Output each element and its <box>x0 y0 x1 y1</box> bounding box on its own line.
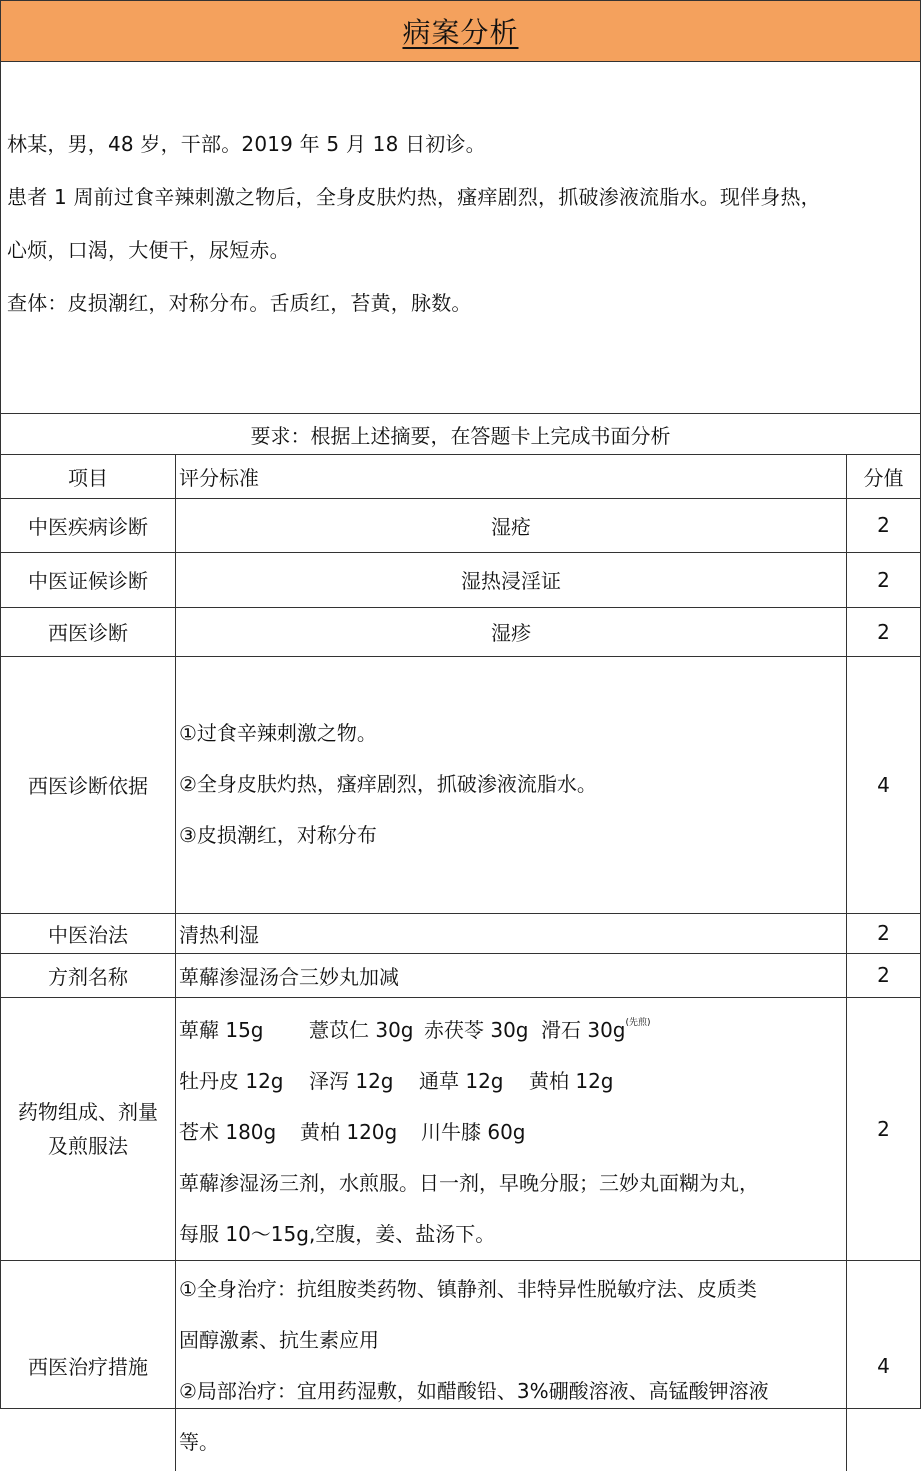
title-bar <box>1 1 920 62</box>
case-line: 林某，男，48 岁，干部。2019 年 5 月 18 日初诊。 <box>7 132 486 156</box>
item-line: 及煎服法 <box>48 1133 128 1158</box>
method-line: 萆薢渗湿汤三剂，水煎服。日一剂，早晚分服；三妙丸面糊为丸， <box>179 1170 759 1195</box>
row-criteria: 湿疮 <box>176 498 847 552</box>
requirement-text: 要求：根据上述摘要，在答题卡上完成书面分析 <box>250 423 671 448</box>
case-line: 心烦，口渴，大便干，尿短赤。 <box>7 238 290 262</box>
case-summary <box>1 118 920 414</box>
herb: 川牛膝 60g <box>421 1119 526 1144</box>
row-criteria: 萆薢渗湿汤合三妙丸加减 <box>176 953 847 997</box>
row-score: 2 <box>847 997 921 1260</box>
herb-line <box>179 998 846 1056</box>
criteria-line: 固醇激素、抗生素应用 <box>179 1327 379 1352</box>
herb-line <box>179 1056 846 1107</box>
criteria-line: ②全身皮肤灼热，瘙痒剧烈，抓破渗液流脂水。 <box>179 772 597 796</box>
table-header-row <box>1 455 920 498</box>
header-score: 分值 <box>847 455 921 498</box>
herb: 牡丹皮 12g <box>179 1068 284 1093</box>
herb: 薏苡仁 30g <box>309 1017 414 1042</box>
table-row <box>1 913 920 953</box>
table-row <box>1 953 920 997</box>
herb-note: (先煎) <box>625 1017 651 1028</box>
herb: 黄柏 12g <box>529 1068 614 1093</box>
item-line: 药物组成、剂量 <box>18 1099 158 1124</box>
table-row <box>1 997 920 1260</box>
row-score: 2 <box>847 913 921 953</box>
criteria-line: ①过食辛辣刺激之物。 <box>179 721 377 745</box>
header-criteria: 评分标准 <box>176 455 847 498</box>
row-score: 2 <box>847 498 921 552</box>
page-title: 病案分析 <box>402 16 519 49</box>
row-item <box>1 997 176 1260</box>
criteria-line: ③皮损潮红，对称分布 <box>179 823 377 847</box>
row-score: 2 <box>847 953 921 997</box>
row-criteria: 清热利湿 <box>176 913 847 953</box>
row-item: 中医证候诊断 <box>1 552 176 607</box>
herb: 萆薢 15g <box>179 1017 264 1042</box>
row-score: 4 <box>847 656 921 913</box>
herb: 黄柏 120g <box>300 1119 398 1144</box>
herb: 苍术 180g <box>179 1119 277 1144</box>
herb-line <box>179 1107 846 1158</box>
table-row <box>1 498 920 552</box>
row-item: 中医治法 <box>1 913 176 953</box>
case-line: 查体：皮损潮红，对称分布。舌质红，苔黄，脉数。 <box>7 291 472 315</box>
criteria-line: ②局部治疗：宜用药湿敷，如醋酸铅、3%硼酸溶液、高锰酸钾溶液 <box>179 1378 769 1403</box>
row-item: 西医治疗措施 <box>1 1260 176 1471</box>
row-item: 中医疾病诊断 <box>1 498 176 552</box>
criteria-line: ①全身治疗：抗组胺类药物、镇静剂、非特异性脱敏疗法、皮质类 <box>179 1276 757 1301</box>
row-item: 方剂名称 <box>1 953 176 997</box>
table-row <box>1 607 920 656</box>
row-criteria: 湿疹 <box>176 607 847 656</box>
herb: 滑石 30g <box>541 1017 626 1042</box>
row-criteria <box>176 1260 847 1471</box>
header-item: 项目 <box>1 455 176 498</box>
row-criteria <box>176 997 847 1260</box>
row-item: 西医诊断依据 <box>1 656 176 913</box>
herb: 通草 12g <box>419 1068 504 1093</box>
row-score: 4 <box>847 1260 921 1471</box>
row-criteria <box>176 656 847 913</box>
row-criteria: 湿热浸淫证 <box>176 552 847 607</box>
requirement-row <box>1 414 920 455</box>
herb: 泽泻 12g <box>309 1068 394 1093</box>
row-score: 2 <box>847 607 921 656</box>
row-item: 西医诊断 <box>1 607 176 656</box>
case-line: 患者 1 周前过食辛辣刺激之物后，全身皮肤灼热，瘙痒剧烈，抓破渗液流脂水。现伴身热， <box>7 185 821 209</box>
criteria-line: 等。 <box>179 1429 219 1454</box>
scoring-table <box>1 455 920 1471</box>
table-row <box>1 656 920 913</box>
table-row <box>1 552 920 607</box>
table-row <box>1 1260 920 1471</box>
row-score: 2 <box>847 552 921 607</box>
herb: 赤茯苓 30g <box>424 1017 529 1042</box>
method-line: 每服 10〜15g,空腹，姜、盐汤下。 <box>179 1221 496 1246</box>
